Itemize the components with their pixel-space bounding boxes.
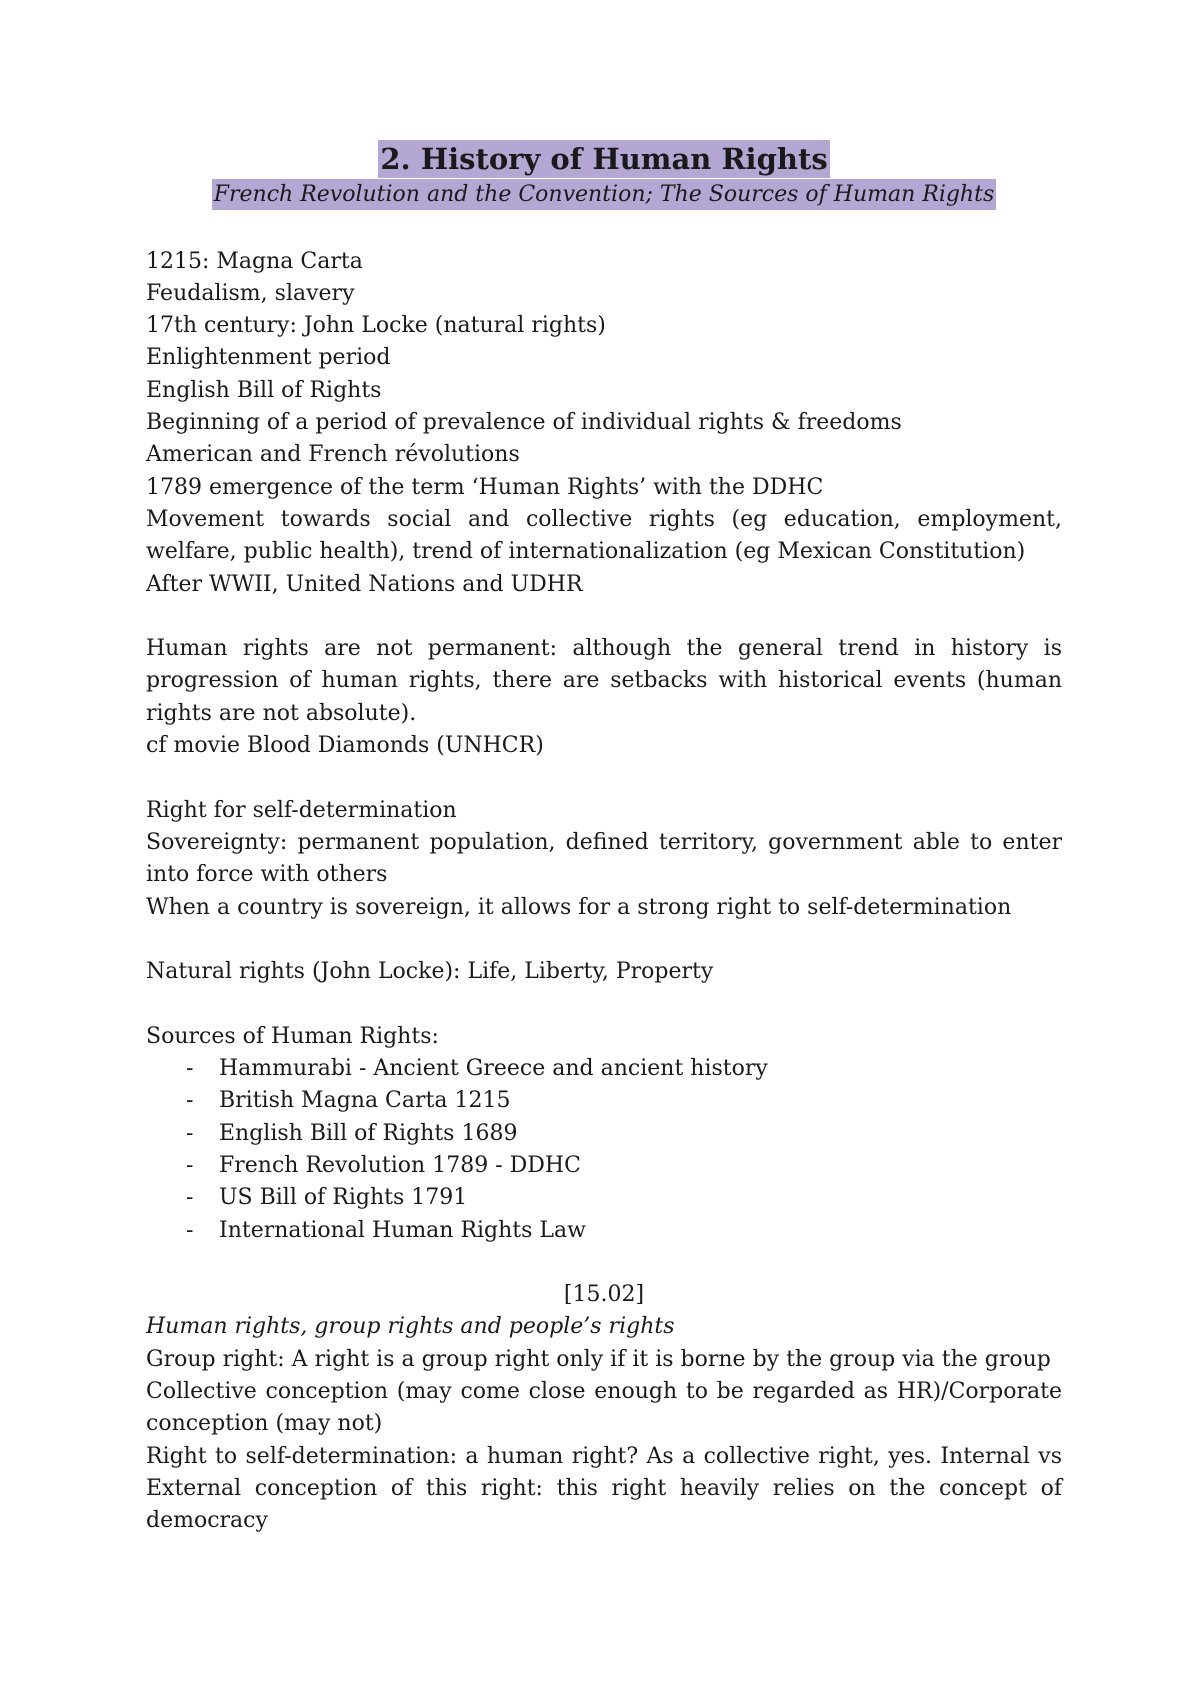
dash-bullet: - bbox=[186, 1152, 194, 1178]
sources-list bbox=[146, 1053, 1062, 1247]
list-item-text: English Bill of Rights 1689 bbox=[219, 1120, 518, 1146]
list-item-text: Hammurabi - Ancient Greece and ancient history bbox=[219, 1056, 768, 1082]
list-item-text: US Bill of Rights 1791 bbox=[219, 1185, 468, 1211]
list-item-text: French Revolution 1789 - DDHC bbox=[219, 1152, 581, 1178]
sources-heading: Sources of Human Rights: bbox=[146, 1023, 439, 1049]
self-determination-question: Right to self-determination: a human right? As a collective right, yes. Internal vs External conception of this right: this right heavily relies on the concept of democracy bbox=[146, 1443, 1062, 1534]
timeline-item: 17th century: John Locke (natural rights) bbox=[146, 313, 606, 339]
sovereignty-paragraph: Sovereignty: permanent population, defined territory, government able to enter into force with others bbox=[146, 829, 1062, 888]
timeline-list bbox=[146, 246, 1062, 504]
page-title: 2. History of Human Rights bbox=[380, 142, 828, 176]
title-row bbox=[146, 140, 1062, 179]
dash-bullet: - bbox=[186, 1056, 194, 1082]
list-item bbox=[146, 1150, 1062, 1182]
after-wwii-line: After WWII, United Nations and UDHR bbox=[146, 571, 583, 597]
page-subtitle: French Revolution and the Convention; The Sources of Human Rights bbox=[212, 179, 996, 210]
timeline-item: Enlightenment period bbox=[146, 345, 391, 371]
timeline-item: Feudalism, slavery bbox=[146, 280, 355, 306]
session-date: [15.02] bbox=[563, 1282, 645, 1308]
permanence-paragraph: Human rights are not permanent: although the general trend in history is progression of human rights, there are setbacks with historical events (human rights are not absolute). bbox=[146, 636, 1062, 726]
dash-bullet: - bbox=[186, 1088, 194, 1114]
subtitle-row bbox=[146, 179, 1062, 211]
timeline-item: 1789 emergence of the term ‘Human Rights’ with the DDHC bbox=[146, 474, 824, 500]
timeline-item: English Bill of Rights bbox=[146, 377, 382, 403]
list-item bbox=[146, 1215, 1062, 1247]
timeline-item: 1215: Magna Carta bbox=[146, 248, 363, 274]
document-page bbox=[146, 140, 1062, 1537]
list-item bbox=[146, 1085, 1062, 1117]
list-item-text: British Magna Carta 1215 bbox=[219, 1088, 511, 1114]
dash-bullet: - bbox=[186, 1217, 194, 1243]
group-right-line: Group right: A right is a group right only if it is borne by the group via the group bbox=[146, 1346, 1051, 1372]
list-item bbox=[146, 1118, 1062, 1150]
timeline-item: Beginning of a period of prevalence of individual rights & freedoms bbox=[146, 410, 902, 436]
conception-paragraph: Collective conception (may come close enough to be regarded as HR)/Corporate conception (may not) bbox=[146, 1378, 1062, 1437]
movie-note: cf movie Blood Diamonds (UNHCR) bbox=[146, 733, 544, 759]
timeline-item: American and French révolutions bbox=[146, 442, 520, 468]
movement-paragraph: Movement towards social and collective rights (eg education, employment, welfare, public health), trend of internationalization (eg Mexican Constitution) bbox=[146, 506, 1062, 565]
dash-bullet: - bbox=[186, 1185, 194, 1211]
list-item bbox=[146, 1053, 1062, 1085]
list-item-text: International Human Rights Law bbox=[219, 1217, 586, 1243]
natural-rights-line: Natural rights (John Locke): Life, Liberty, Property bbox=[146, 959, 714, 985]
sovereign-note: When a country is sovereign, it allows for a strong right to self-determination bbox=[146, 894, 1012, 920]
list-item bbox=[146, 1182, 1062, 1214]
session-heading: Human rights, group rights and people’s rights bbox=[146, 1314, 675, 1340]
dash-bullet: - bbox=[186, 1120, 194, 1146]
self-determination-heading: Right for self-determination bbox=[146, 797, 457, 823]
